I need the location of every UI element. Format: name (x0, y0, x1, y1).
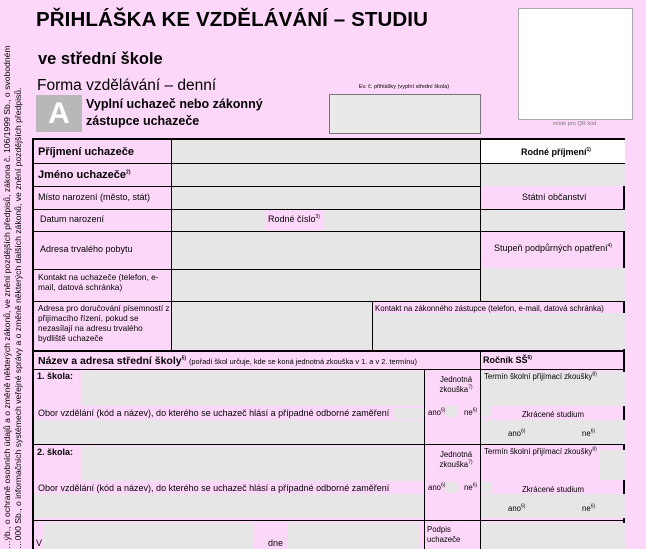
school-2-zkracene-label: Zkrácené studium (522, 485, 584, 494)
school-1-termin-label: Termín školní přijímací zkoušky$^{8)}$ (484, 371, 597, 381)
row-divider (34, 269, 480, 270)
school-2-ne-checkbox[interactable] (480, 482, 492, 493)
date-label: dne (268, 538, 284, 548)
qr-code-label: místo pro QR kód (552, 121, 597, 127)
row-divider (34, 163, 625, 164)
school-2-obor-row-input[interactable] (34, 494, 424, 518)
school-1-zkracene-label: Zkrácené studium (522, 410, 584, 419)
school-2-zkracene-ne: $ne^{6)}$ (582, 503, 596, 513)
section-letter-badge: A (36, 95, 82, 132)
form-title: PŘIHLÁŠKA KE VZDĚLÁVÁNÍ – STUDIU (36, 8, 428, 31)
row-divider (34, 186, 480, 187)
birth-surname-label: Rodné příjmení$^{1)}$ (521, 147, 591, 157)
school-2-obor-label: Obor vzdělání (kód a název), do kterého se uchazeč hlásí a případné odborné zaměření (38, 483, 390, 493)
guardian-contact-label: Kontakt na zákonného zástupce (telefon, e-mail, datová schránka) (375, 304, 604, 313)
registration-number-label: Ev. č. přihlášky (vyplní střední škola) (358, 84, 450, 90)
place-label: V (36, 538, 43, 548)
school-2-short-study-area (480, 494, 625, 518)
school-1-jednotna-ne: $ne^{6)}$ (464, 407, 478, 417)
school-2-zkracene-ano: ano$^{6)}$ (508, 503, 526, 513)
application-form (32, 138, 625, 549)
row-divider (34, 444, 625, 445)
first-name-label: Jméno uchazeče$^{2)}$ (38, 169, 131, 181)
signature-field[interactable] (480, 523, 625, 549)
address-label: Adresa trvalého pobytu (40, 244, 133, 254)
col-divider (372, 301, 373, 350)
school-1-jednotna-label: Jednotná zkouška$^{7)}$ (439, 375, 473, 394)
address-input[interactable] (171, 232, 480, 269)
row-divider (34, 231, 625, 232)
school-1-obor-row-input[interactable] (34, 420, 424, 444)
contact-label: Kontakt na uchazeče (telefon, e-mail, datová schránka) (38, 272, 159, 293)
row-divider (34, 520, 625, 521)
side-legal-note (2, 0, 32, 549)
study-form-label: Forma vzdělávání – denní (37, 77, 217, 94)
school-2-jednotna-ano: ano$^{6)}$ (428, 482, 446, 492)
school-1-label: 1. škola: (37, 371, 74, 381)
qr-code-placeholder (518, 8, 633, 120)
school-1-obor-label: Obor vzdělání (kód a název), do kterého se uchazeč hlásí a případné odborné zaměření (38, 408, 390, 418)
date-input[interactable] (288, 523, 419, 549)
school-2-ano-checkbox[interactable] (446, 482, 458, 493)
birthdate-input[interactable] (171, 210, 266, 231)
school-1-name-input[interactable] (81, 371, 424, 406)
birth-surname-input[interactable] (480, 164, 625, 186)
row-divider (34, 369, 625, 370)
row-divider (34, 301, 625, 302)
school-1-short-study-area (480, 420, 625, 444)
first-name-input[interactable] (171, 164, 480, 186)
col-divider (424, 369, 425, 549)
rocnik-label: Ročník SŠ$^{6)}$ (483, 355, 532, 365)
school-1-zkracene-ano: ano$^{6)}$ (508, 428, 526, 438)
birthplace-input[interactable] (171, 187, 480, 209)
school-1-zkracene-ne: $ne^{6)}$ (582, 428, 596, 438)
school-1-ano-checkbox[interactable] (446, 406, 458, 417)
delivery-address-label: Adresa pro doručování písemností z přijímacího řízení, pokud se nezasílají na adresu trvalého bydliště uchazeče (38, 304, 170, 343)
col-divider (480, 140, 481, 301)
school-2-termin-label: Termín školní přijímací zkoušky$^{8)}$ (484, 446, 597, 456)
registration-number-field[interactable] (329, 94, 481, 134)
side-note-line-1: …ýb., o ochraně osobních údajů a o změně některých zákonů, ve znění pozdějších předpisů, zákona č. 106/1999 Sb., o svobodném (2, 45, 12, 549)
school-1-ne-checkbox[interactable] (480, 406, 492, 417)
school-2-name-input[interactable] (81, 446, 424, 481)
col-divider (171, 140, 172, 350)
school-1-jednotna-ano: ano$^{6)}$ (428, 407, 446, 417)
place-input[interactable] (44, 523, 254, 549)
row-divider (34, 209, 625, 210)
citizenship-input[interactable] (480, 210, 625, 231)
citizenship-label: Státní občanství (522, 192, 587, 202)
school-2-label: 2. škola: (37, 447, 74, 457)
guardian-contact-input[interactable] (372, 313, 625, 349)
birthdate-label: Datum narození (40, 214, 105, 224)
school-2-jednotna-label: Jednotná zkouška$^{7)}$ (439, 450, 473, 469)
side-note-line-2: …000 Sb., o informačních systémech veřejné správy a o změně některých dalších zákonů, ve znění pozdějších předpisů. (12, 87, 23, 549)
birth-number-label: Rodné číslo$^{3)}$ (268, 214, 320, 224)
birthplace-label: Místo narození (město, stát) (38, 192, 151, 202)
section-instruction: Vyplní uchazeč nebo zákonný zástupce uchazeče (86, 97, 263, 128)
surname-input[interactable] (171, 140, 480, 163)
form-subtitle: ve střední škole (38, 50, 163, 68)
section-divider (34, 350, 625, 352)
contact-input[interactable] (171, 270, 480, 301)
support-level-input[interactable] (480, 268, 625, 301)
col-divider (480, 352, 481, 549)
support-level-label: Stupeň podpůrných opatření$^{4)}$ (494, 243, 613, 253)
surname-label: Příjmení uchazeče (38, 146, 134, 158)
birth-number-input[interactable] (323, 210, 480, 231)
delivery-address-input[interactable] (171, 302, 371, 349)
school-2-jednotna-ne: $ne^{6)}$ (464, 482, 478, 492)
school-1-obor-input[interactable] (394, 408, 424, 419)
school-heading: Název a adresa střední školy$^{5)}$ (pořadí škol určuje, kde se koná jednotná zkouška v 1. a v 2. termínu) (38, 355, 417, 367)
signature-label: Podpis uchazeče (427, 525, 461, 544)
school-2-rocnik-input[interactable] (600, 450, 625, 480)
